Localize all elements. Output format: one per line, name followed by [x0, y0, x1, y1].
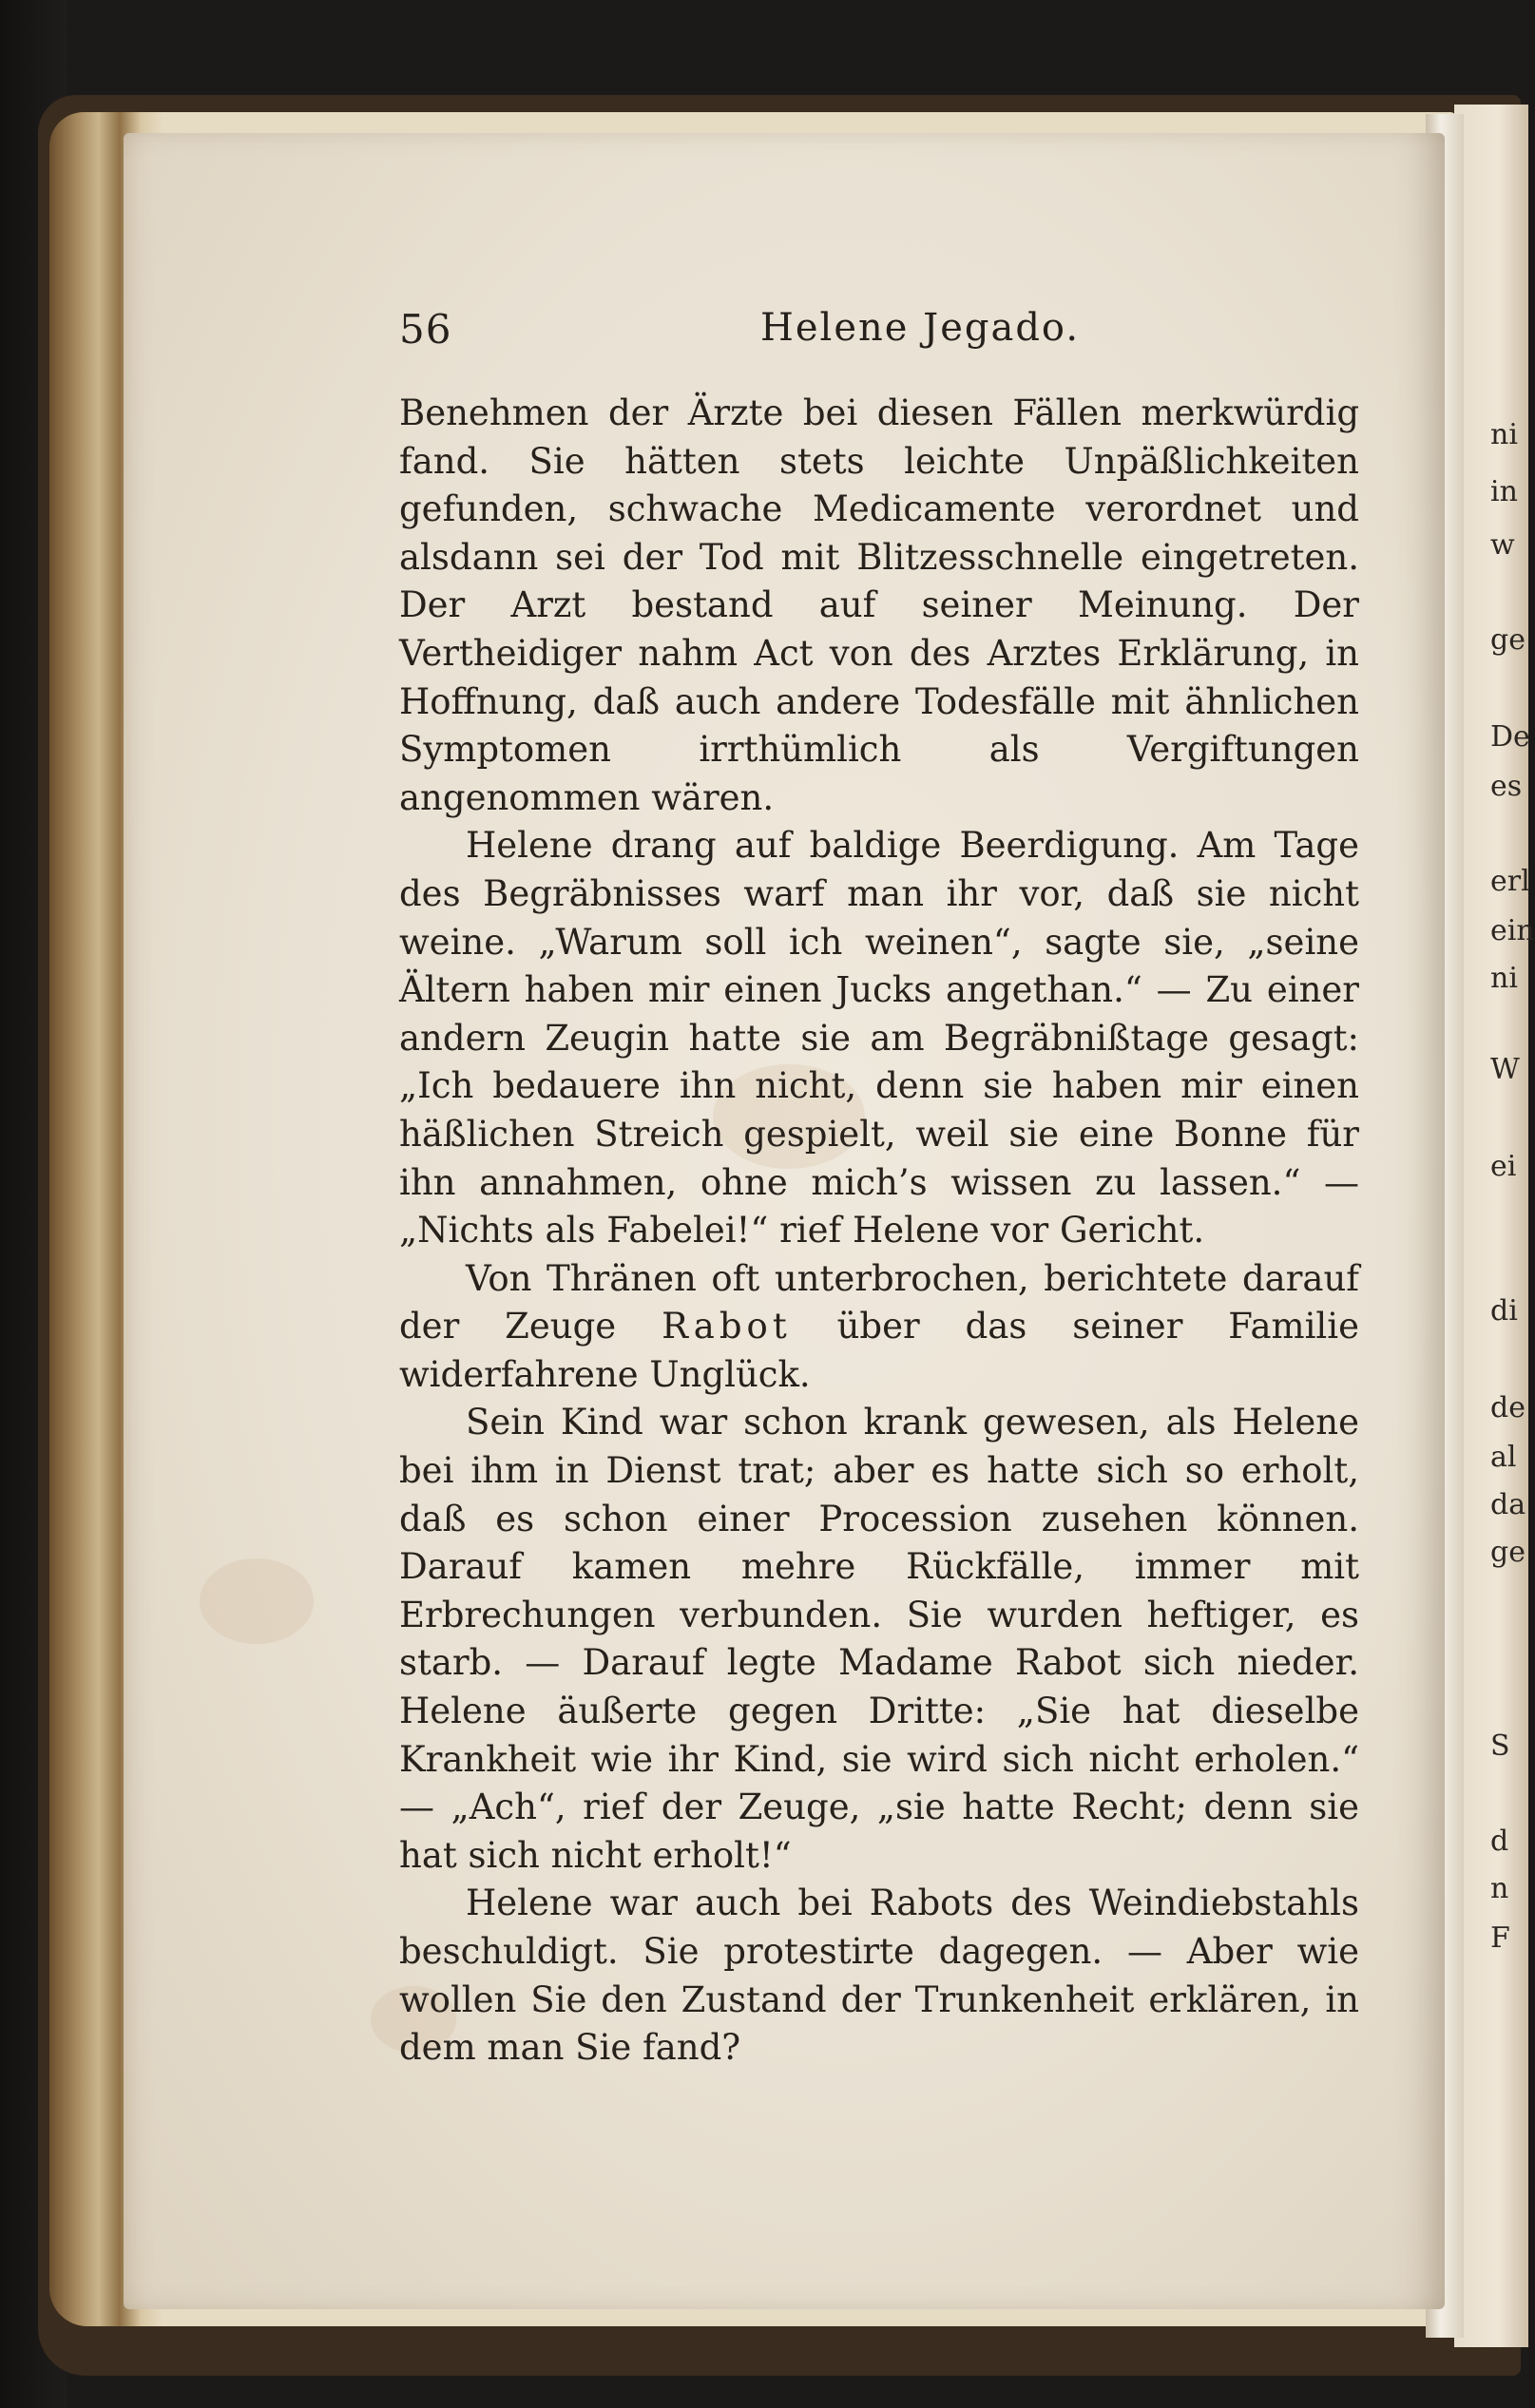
right-page-fragment: ei: [1490, 1150, 1517, 1183]
right-page-fragment: al: [1490, 1441, 1517, 1474]
right-page-fragment: ein: [1490, 914, 1535, 947]
right-page-fragment: S: [1490, 1730, 1510, 1763]
right-page-fragment: es: [1490, 770, 1523, 803]
body-text: [399, 390, 1359, 2073]
paragraph: Helene war auch bei Rabots des Weindiebstahls beschuldigt. Sie protestirte dagegen. — Aber wie wollen Sie den Zustand der Trunkenheit erklären, in dem man Sie fand?: [399, 1882, 1359, 2069]
right-page-fragment: da: [1490, 1488, 1526, 1521]
right-page-fragment: erl: [1490, 865, 1530, 898]
right-page-fragment: d: [1490, 1825, 1509, 1858]
right-page-fragment: ge: [1490, 623, 1525, 657]
paragraph: [399, 1255, 1359, 1400]
page-stain: [200, 1558, 314, 1644]
paragraph: Sein Kind war schon krank gewesen, als Helene bei ihm in Dienst trat; aber es hatte sich so erholt, daß es schon einer Procession zusehen können. Darauf kamen mehre Rückfälle, immer mit Erbrechungen verbunden. Sie wurden heftiger, es starb. — Darauf legte Madame Rabot sich nieder. Helene äußerte gegen Dritte: „Sie hat dieselbe Krankheit wie ihr Kind, sie wird sich nicht erholen.“ — „Ach“, rief der Zeuge, „sie hatte Recht; denn sie hat sich nicht erholt!“: [399, 1402, 1359, 1876]
right-page-fragment: in: [1490, 475, 1518, 508]
right-page-fragment: w: [1490, 528, 1515, 562]
right-page-fragment: de: [1490, 1391, 1525, 1424]
paragraph-text: Von Thränen oft unterbrochen, berichtete darauf der Zeuge: [399, 1257, 1359, 1347]
right-page-fragment: n: [1490, 1872, 1509, 1905]
running-header: [399, 306, 1369, 363]
right-page-fragment: De: [1490, 720, 1530, 754]
right-page-fragment: W: [1490, 1053, 1520, 1086]
emphasized-name: Rabot: [662, 1306, 792, 1347]
right-page-fragment: ni: [1490, 962, 1518, 995]
page-number: 56: [399, 306, 452, 353]
right-page-fragment: ge: [1490, 1536, 1525, 1569]
paragraph: Benehmen der Ärzte bei diesen Fällen merkwürdig fand. Sie hätten stets leichte Unpäßlichkeiten gefunden, schwache Medicamente verordnet und alsdann sei der Tod mit Blitzesschnelle eingetreten. Der Arzt bestand auf seiner Meinung. Der Vertheidiger nahm Act von des Arztes Erklärung, in Hoffnung, daß auch andere Todesfälle mit ähnlichen Symptomen irrthümlich als Vergiftungen angenommen wären.: [399, 392, 1359, 818]
running-title: Helene Jegado.: [760, 306, 1081, 350]
right-page-fragment: ni: [1490, 418, 1518, 451]
paragraph-text: über das seiner Familie widerfahrene Unglück.: [399, 1306, 1359, 1395]
right-page-fragment: F: [1490, 1921, 1510, 1955]
right-page-fragment: di: [1490, 1294, 1518, 1328]
paragraph: Helene drang auf baldige Beerdigung. Am Tage des Begräbnisses warf man ihr vor, daß sie nicht weine. „Warum soll ich weinen“, sagte sie, „seine Ältern haben mir einen Jucks angethan.“ — Zu einer andern Zeugin hatte sie am Begräbnißtage gesagt: „Ich bedauere ihn nicht, denn sie haben mir einen häßlichen Streich gespielt, weil sie eine Bonne für ihn annahmen, ohne mich’s wissen zu lassen.“ — „Nichts als Fabelei!“ rief Helene vor Gericht.: [399, 825, 1359, 1252]
